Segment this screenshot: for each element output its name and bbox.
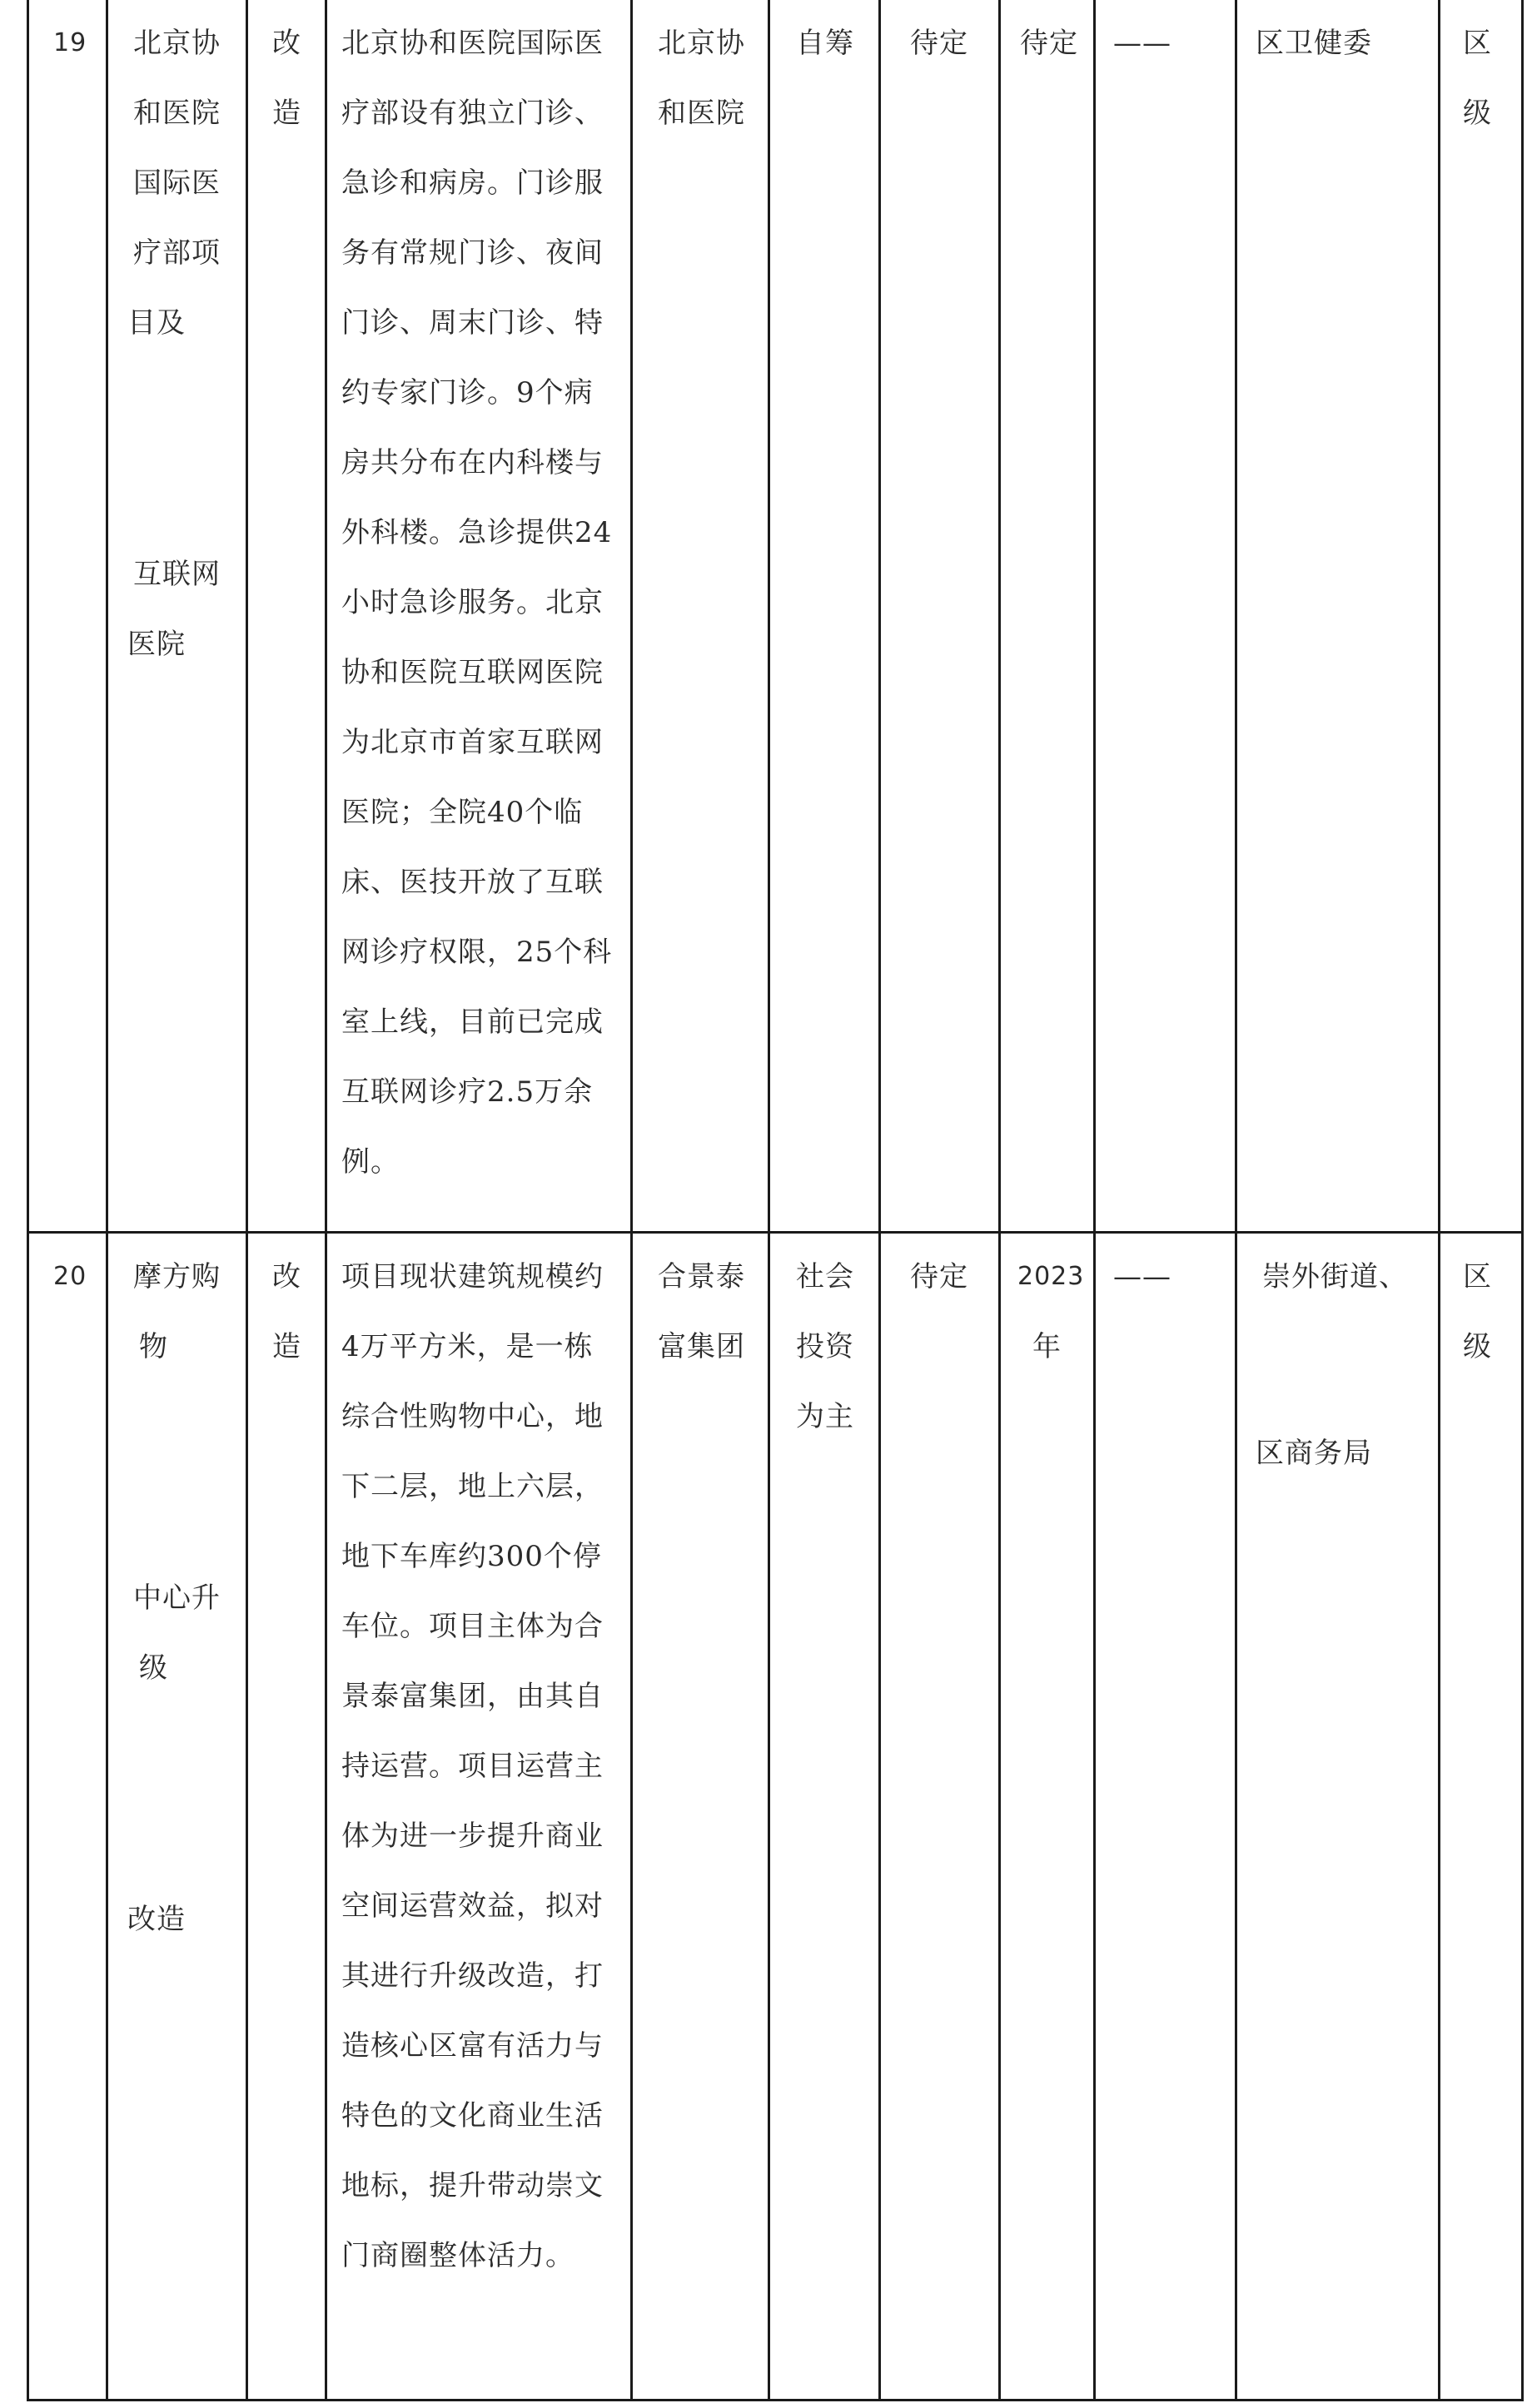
col-border [878, 0, 881, 2401]
description-line: 务有常规门诊、夜间 [341, 236, 604, 270]
project-name-line: 级 [139, 1651, 168, 1685]
level-line: 区 [1463, 27, 1492, 60]
row-border [27, 1231, 1524, 1234]
project-name-line: 互联网 [133, 558, 221, 591]
description-line: 例。 [341, 1145, 400, 1179]
col-border [246, 0, 248, 2401]
description-line: 下二层，地上六层， [341, 1470, 604, 1503]
build-type-line: 改 [272, 27, 301, 60]
description-line: 房共分布在内科楼与 [341, 446, 604, 479]
dash-value: —— [1113, 1260, 1171, 1293]
level-line: 级 [1463, 1330, 1492, 1363]
project-name-line: 改造 [127, 1903, 186, 1936]
owner-line: 北京协 [658, 27, 745, 60]
description-line: 网诊疗权限，25个科 [341, 936, 613, 969]
project-name-line: 国际医 [133, 166, 221, 200]
description-line: 外科楼。急诊提供24 [341, 516, 613, 549]
description-line: 景泰富集团，由其自 [341, 1680, 604, 1713]
description-line: 约专家门诊。9个病 [341, 376, 594, 410]
department-line: 区卫健委 [1256, 27, 1372, 60]
description-line: 医院；全院40个临 [341, 796, 584, 829]
description-line: 小时急诊服务。北京 [341, 586, 604, 619]
col-border [325, 0, 327, 2401]
col-border [1521, 0, 1524, 2401]
project-name-line: 医院 [127, 628, 186, 661]
col-border [768, 0, 770, 2401]
build-type-line: 造 [272, 1330, 301, 1363]
department-line: 区商务局 [1256, 1437, 1372, 1470]
description-line: 地标，提升带动崇文 [341, 2169, 604, 2202]
description-line: 门诊、周末门诊、特 [341, 306, 604, 340]
project-name-line: 摩方购 [133, 1260, 221, 1293]
funding-line: 社会 [796, 1260, 854, 1293]
description-line: 其进行升级改造，打 [341, 1959, 604, 1993]
project-name-line: 中心升 [133, 1581, 221, 1615]
description-line: 持运营。项目运营主 [341, 1750, 604, 1783]
col-border [998, 0, 1001, 2401]
level-line: 级 [1463, 97, 1492, 130]
row-border [27, 2399, 1524, 2401]
project-name-line: 疗部项 [133, 236, 221, 270]
description-line: 车位。项目主体为合 [341, 1610, 604, 1643]
col-border [630, 0, 633, 2401]
project-name-line: 目及 [127, 306, 186, 340]
investment-value: 待定 [910, 1260, 968, 1293]
funding-line: 为主 [796, 1400, 854, 1433]
description-line: 互联网诊疗2.5万余 [341, 1075, 594, 1109]
description-line: 项目现状建筑规模约 [341, 1260, 604, 1293]
investment-value: 待定 [910, 27, 968, 60]
description-line: 北京协和医院国际医 [341, 27, 604, 60]
row-number: 20 [53, 1262, 87, 1291]
owner-line: 和医院 [658, 97, 745, 130]
funding-line: 自筹 [796, 27, 854, 60]
build-type-line: 改 [272, 1260, 301, 1293]
project-name-line: 和医院 [133, 97, 221, 130]
row-number: 19 [53, 28, 87, 57]
col-border [1235, 0, 1237, 2401]
start-time-line: 待定 [1020, 27, 1078, 60]
start-time-line: 2023 [1017, 1262, 1085, 1291]
description-line: 床、医技开放了互联 [341, 866, 604, 899]
description-line: 门商圈整体活力。 [341, 2239, 574, 2272]
department-line: 崇外街道、 [1262, 1260, 1408, 1293]
description-line: 为北京市首家互联网 [341, 726, 604, 759]
description-line: 造核心区富有活力与 [341, 2029, 604, 2063]
description-line: 急诊和病房。门诊服 [341, 166, 604, 200]
level-line: 区 [1463, 1260, 1492, 1293]
build-type-line: 造 [272, 97, 301, 130]
description-line: 疗部设有独立门诊、 [341, 97, 604, 130]
description-line: 体为进一步提升商业 [341, 1820, 604, 1853]
col-border [106, 0, 108, 2401]
description-line: 综合性购物中心，地 [341, 1400, 604, 1433]
funding-line: 投资 [796, 1330, 854, 1363]
owner-line: 合景泰 [658, 1260, 745, 1293]
start-time-line: 年 [1032, 1330, 1062, 1363]
description-line: 协和医院互联网医院 [341, 656, 604, 689]
col-border [27, 0, 29, 2401]
dash-value: —— [1113, 27, 1171, 60]
description-line: 4万平方米，是一栋 [341, 1330, 594, 1363]
project-name-line: 物 [139, 1330, 168, 1363]
col-border [1093, 0, 1096, 2401]
description-line: 室上线，目前已完成 [341, 1005, 604, 1039]
description-line: 特色的文化商业生活 [341, 2099, 604, 2132]
owner-line: 富集团 [658, 1330, 745, 1363]
description-line: 空间运营效益，拟对 [341, 1889, 604, 1923]
project-name-line: 北京协 [133, 27, 221, 60]
description-line: 地下车库约300个停 [341, 1540, 602, 1573]
col-border [1438, 0, 1440, 2401]
